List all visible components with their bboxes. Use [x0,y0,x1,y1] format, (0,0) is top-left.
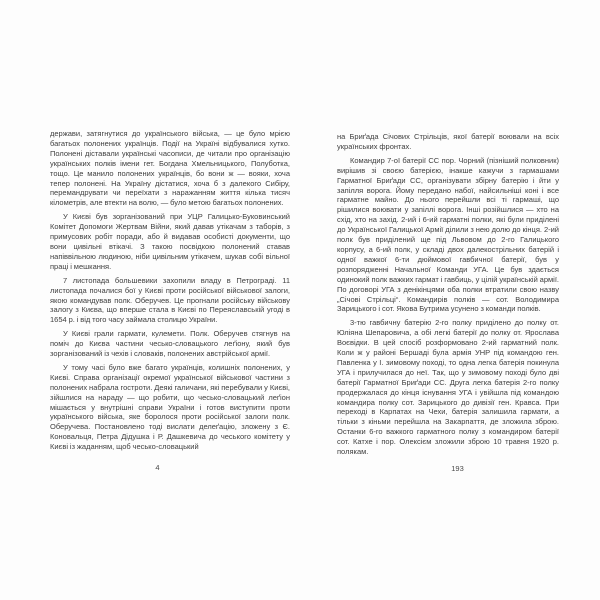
right-page-number: 193 [451,464,464,473]
paragraph: держави, затягнутися до українського війська, — це було мрією багатьох полонених українців. Події на Україні відбувалися хутко. Полонені діставали українські часописи, де читали про організацію українських полків імени гет. Богдана Хмельницького, Полуботка, тощо. Це манило полонених українців, бо вони ж — вояки, хоча тепер полонені. На Україну дістатися, хоча б з далекого Сибіру, перемандрувати чи переїхати з наражанням життя кілька тисяч кілометрів, але втекти на волю, — було метою багатьох полонених. [50,129,290,208]
paragraph: Командир 7-ої батерії СС пор. Чорний (пізніший полковник) вирішив зі своєю батерією, інакше кажучи з гармашами Гарматної Бриґади СС, організувати збірну батерію і йти у запілля ворога. Йому передано набої, найсильніші коні і все гарматне майно. До нього перейшли всі ті гармаші, що рішилися воювати у запіллі ворога. Інші розійшлися — хто на схід, хто на захід. 2-ий і 6-ий гарматні полки, які були приділені до Української Галицької Армії ділили з нею долю до кінця. 2-ий полк був приділений ще під Львовом до 2-го Галицького корпусу, а 6-ий полк, у складі двох далекострільних батерій і одної важкої 6-ти дюймової гавбичної батерії, був у розпорядженні Начальної Команди УГА. Це був здається одинокий полк важких гармат і гавбиць, у цілій українській армії. По договорі УГА з денікінцями оба полки втратили свою назву „Січові Стрільці“. Командирів полків — сот. Володимира Зарицького і сот. Якова Бутрима усунено з команди полків. [337,155,559,314]
left-page-text [50,129,290,452]
left-page-number: 4 [155,463,160,472]
paragraph: на Бриґада Січових Стрільців, якої батерії воювали на всіх українських фронтах. [337,132,559,151]
paragraph: У тому часі було вже багато українців, колишніх полонених, у Києві. Справа організації окремої української військової частини з полонених набрала гостроти. Деякі галичани, які перебували у Києві, зійшлися на нараду — що робити, що чесько-словацький леґіон мішається у внутрішні справи України і готов виступити проти українського війська, яке боролося проти російської залоги полк. Оберучева. Постановлено тоді вислати делеґацію, зложену з Є. Коновальця, Петра Дідушка і Р. Дашкевича до чеського комітету у Києві із жаданням, щоб чесько-словацький [50,362,290,452]
paragraph: 3-тю гавбичну батерію 2-го полку приділено до полку от. Юліяна Шепаровича, а обі легкі батерії до полку от. Ярослава Воєвідки. В цей спосіб розформовано 2-ий гарматний полк. Коли ж у районі Бершаді була армія УНР під командою ген. Павленка у І. зимовому поході, то одна легка батерія покинула УГА і прилучилася до неї. Так, що у зимовому поході було дві батерії Гарматної Бриґади СС. Друга легка батерія 2-го полку продержалася до кінця існування УГА і увійшла під командою командира полку сот. Зарицького до дивізії ген. Кравса. При переході в Карпатах на Чехи, батерія залишила гармати, а тільки з кіньми перейшла на Закарпаття, де зложила зброю. Останки 6-го важкого гарматного полку з командиром батерії сот. Катхе і пор. Олексієм зложили зброю 10 травня 1920 р. полякам. [337,318,559,457]
paragraph: У Києві грали гармати, кулемети. Полк. Оберучев стягнув на поміч до Києва частини чесько-словацького леґіону, який був зорганізований із чехів і словаків, полонених австрійської армії. [50,329,290,359]
right-page-text [337,132,559,457]
paragraph: 7 листопада большевики захопили владу в Петрограді. 11 листопада почалися бої у Києві проти російської військової залоги, якою командував полк. Оберучев. Це прогнали російську військову залогу з Києва, що вперше стала в Києві по Переяславській угоді в 1654 р. і від того часу займала столицю України. [50,275,290,325]
paragraph: У Києві був зорганізований при УЦР Галицько-Буковинський Комітет Допомоги Жертвам Війни, який давав утікачам з таборів, з примусових робіт поради, або й видавав особисті документи, що вони цивільні втікачі. З такою посвідкою полонений ставав напіввільною людиною, ніби цивільним утікачем, шукав собі вільної праці і мешкання. [50,212,290,271]
